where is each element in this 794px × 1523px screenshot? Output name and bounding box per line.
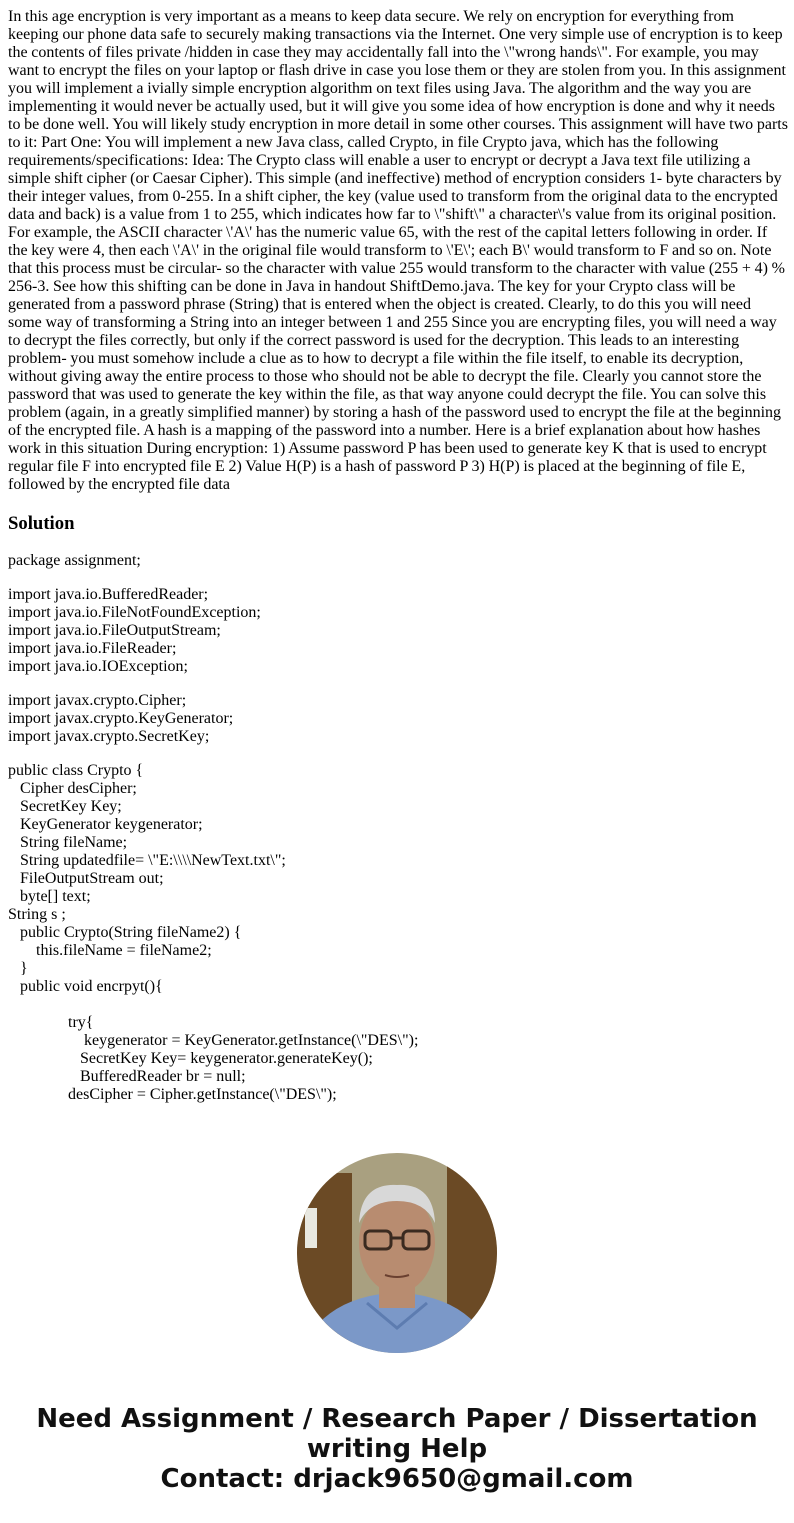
code-line: package assignment; [8,552,141,569]
document-body [8,8,788,1120]
code-line: import java.io.IOException; [8,658,188,675]
promo-banner [0,1404,794,1494]
author-photo-icon [297,1153,497,1353]
code-line: import java.io.FileOutputStream; [8,622,221,639]
code-line: import javax.crypto.Cipher; [8,692,187,709]
code-paragraph [8,692,788,746]
code-line: public Crypto(String fileName2) { [8,924,242,941]
promo-line-2: writing Help [306,1434,488,1464]
code-line: keygenerator = KeyGenerator.getInstance(\"DES\"); [8,1032,419,1049]
code-line: byte[] text; [8,888,91,905]
code-line: import javax.crypto.SecretKey; [8,728,210,745]
solution-heading: Solution [8,513,75,534]
code-paragraph [8,586,788,676]
code-line: String s ; [8,906,66,923]
solution-code [8,552,788,1104]
code-line: SecretKey Key= keygenerator.generateKey(); [8,1050,373,1067]
code-line: } [8,960,28,977]
author-avatar [297,1153,497,1353]
code-line: BufferedReader br = null; [8,1068,246,1085]
code-line: this.fileName = fileName2; [8,942,212,959]
code-line: FileOutputStream out; [8,870,164,887]
code-line: import java.io.FileReader; [8,640,177,657]
promo-line-1: Need Assignment / Research Paper / Dissertation [36,1404,758,1434]
code-line: String updatedfile= \"E:\\\\NewText.txt\"; [8,852,286,869]
code-line [8,996,788,1014]
question-text: In this age encryption is very important as a means to keep data secure. We rely on encryption for everything from keeping our phone data safe to securely making transactions via the Internet. One very simple use of encryption is to keep the contents of files private /hidden in case they may accidentally fall into the \"wrong hands\". For example, you may want to encrypt the files on your laptop or flash drive in case you lose them or they are stolen from you. In this assignment you will implement a ivially simple encryption algorithm on text files using Java. The algorithm and the way you are implementing it would never be actually used, but it will give you some idea of how encryption is done and why it needs to be done well. You will likely study encryption in more detail in some other courses. This assignment will have two parts to it: Part One: You will implement a new Java class, called Crypto, in file Crypto java, which has the following requirements/specifications: Idea: The Crypto class will enable a user to encrypt or decrypt a Java text file utilizing a simple shift cipher (or Caesar Cipher). This simple (and ineffective) method of encryption considers 1- byte characters by their integer values, from 0-255. In a shift cipher, the key (value used to transform from the original data to the encrypted data and back) is a value from 1 to 255, which indicates how far to \"shift\" a character\'s value from its original position. For example, the ASCII character \'A\' has the numeric value 65, with the rest of the capital letters following in order. If the key were 4, then each \'A\' in the original file would transform to \'E\'; each B\' would transform to F and so on. Note that this process must be circular- so the character with value 255 would transform to the character with value (255 + 4) % 256-3. See how this shifting can be done in Java in handout ShiftDemo.java. The key for your Crypto class will be generated from a password phrase (String) that is entered when the object is created. Clearly, to do this you will need some way of transforming a String into an integer between 1 and 255 Since you are encrypting files, you will need a way to decrypt the files correctly, but only if the correct password is used for the decryption. This leads to an interesting problem- you must somehow include a clue as to how to decrypt a file within the file itself, to enable its decryption, without giving away the entire process to those who should not be able to decrypt the file. Clearly you cannot store the password that was used to generate the key within the file, as that way anyone could decrypt the file. You can solve this problem (again, in a greatly simplified manner) by storing a hash of the password used to encrypt the file at the beginning of the encrypted file. A hash is a mapping of the password into a number. Here is a brief explanation about how hashes work in this situation During encryption: 1) Assume password P has been used to generate key K that is used to encrypt regular file F into encrypted file E 2) Value H(P) is a hash of password P 3) H(P) is placed at the beginning of file E, followed by the encrypted file data [8,8,788,493]
code-line: desCipher = Cipher.getInstance(\"DES\"); [8,1086,337,1103]
code-line: import javax.crypto.KeyGenerator; [8,710,234,727]
code-paragraph [8,762,788,1104]
code-paragraph [8,552,788,570]
code-line: import java.io.BufferedReader; [8,586,209,603]
code-line: Cipher desCipher; [8,780,137,797]
code-line: try{ [8,1014,94,1031]
code-line: SecretKey Key; [8,798,122,815]
code-line: import java.io.FileNotFoundException; [8,604,261,621]
code-line: public void encrpyt(){ [8,978,163,995]
promo-contact: Contact: drjack9650@gmail.com [160,1464,634,1494]
code-line: public class Crypto { [8,762,144,779]
code-line: KeyGenerator keygenerator; [8,816,203,833]
code-line: String fileName; [8,834,128,851]
